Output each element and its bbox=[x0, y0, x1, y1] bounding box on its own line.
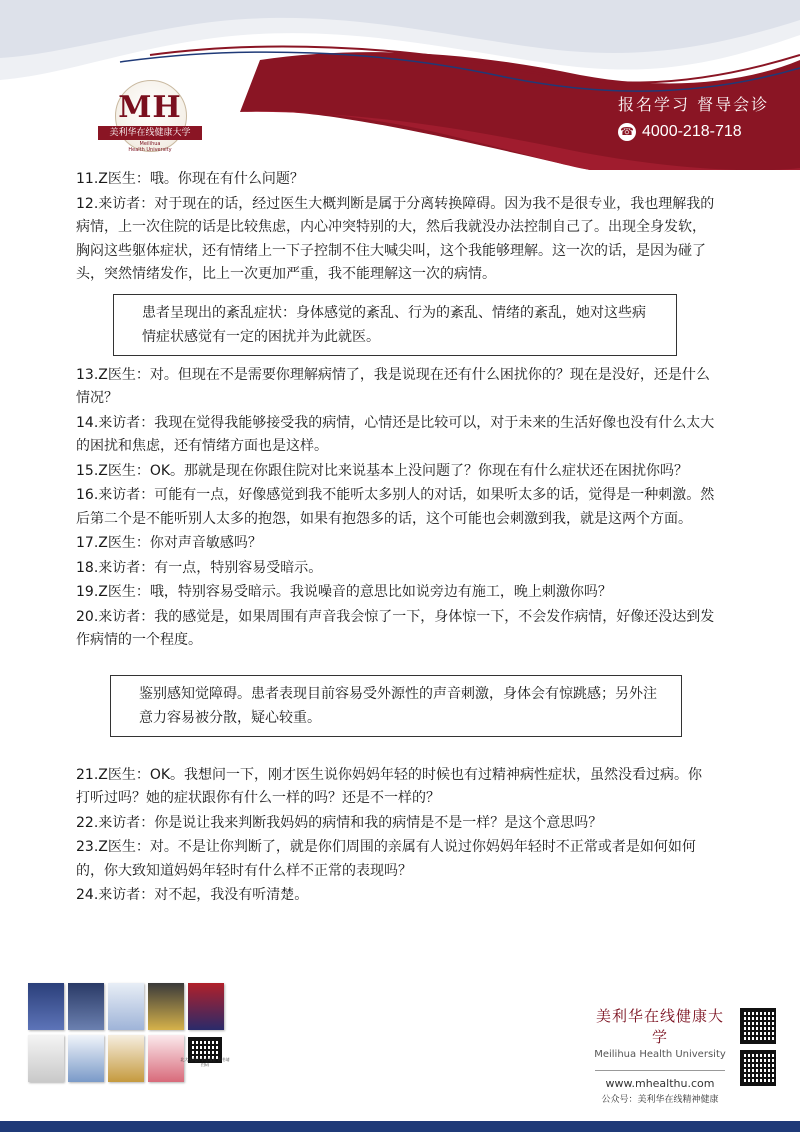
qr-code-icon bbox=[740, 1008, 776, 1044]
book-cover-image bbox=[108, 983, 144, 1030]
transcript-line: 17.Z医生：你对声音敏感吗？ bbox=[76, 535, 262, 551]
transcript-line: 24.来访者：对不起，我没有听清楚。 bbox=[76, 887, 309, 903]
book-cover-image bbox=[188, 983, 224, 1030]
transcript-line: 19.Z医生：哦，特别容易受暗示。我说噪音的意思比如说旁边有施工，晚上刺激你吗？ bbox=[76, 584, 612, 600]
logo-name-ribbon: 美利华在线健康大学 bbox=[98, 126, 202, 140]
university-logo bbox=[98, 80, 202, 158]
logo-english-name bbox=[98, 141, 202, 153]
footer-website: www.mhealthu.com bbox=[605, 1077, 715, 1090]
logo-en-line-2: Health University bbox=[128, 147, 172, 153]
book-cover-image bbox=[28, 1035, 64, 1082]
transcript-line: 13.Z医生：对。但现在不是需要你理解病情了，我是说现在还有什么困扰你的？现在是没好，还是什么情况？ bbox=[76, 366, 710, 406]
transcript-line: 22.来访者：你是说让我来判断我妈妈的病情和我的病情是不是一样？是这个意思吗？ bbox=[76, 814, 603, 831]
transcript-line: 15.Z医生：OK。那就是现在你跟住院对比来说基本上没问题了？你现在有什么症状还在困扰你吗？ bbox=[76, 462, 689, 479]
footer-bar bbox=[0, 1121, 800, 1132]
transcript-line: 14.来访者：我现在觉得我能够接受我的病情，心情还是比较可以，对于未来的生活好像也没有什么太大的困扰和焦虑，还有情绪方面也是这样。 bbox=[76, 414, 715, 454]
book-cover-image bbox=[148, 1035, 184, 1082]
phone-row bbox=[618, 123, 788, 141]
page-header bbox=[0, 0, 800, 170]
logo-en-line-1: Meilihua bbox=[139, 141, 161, 147]
header-slogan: 报名学习 督导会诊 bbox=[618, 95, 770, 114]
footer-branding bbox=[590, 1005, 730, 1105]
footer-divider bbox=[595, 1070, 725, 1071]
transcript-line: 18.来访者：有一点，特别容易受暗示。 bbox=[76, 559, 323, 576]
book-cover-image bbox=[68, 983, 104, 1030]
footer-wechat: 公众号：美利华在线精神健康 bbox=[601, 1095, 719, 1105]
footer-university-name: 美利华在线健康大学 bbox=[595, 1007, 724, 1046]
transcript-line: 23.Z医生：对。不是让你判断了，就是你们周围的亲属有人说过你妈妈年轻时不正常或者是如何如何的，你大致知道妈妈年轻时有什么样不正常的表现吗？ bbox=[76, 839, 696, 879]
book-cover-image bbox=[148, 983, 184, 1030]
header-contact bbox=[618, 92, 788, 141]
document-body bbox=[76, 168, 716, 909]
logo-mark: MH bbox=[118, 90, 182, 125]
annotation-box: 患者呈现出的紊乱症状：身体感觉的紊乱、行为的紊乱、情绪的紊乱，她对这些病情症状感觉有一定的困扰并为此就医。 bbox=[113, 294, 677, 356]
transcript-line: 11.Z医生：哦。你现在有什么问题？ bbox=[76, 171, 304, 187]
book-cover-image bbox=[108, 1035, 144, 1082]
book-gallery bbox=[28, 983, 228, 1083]
book-cover-image bbox=[28, 983, 64, 1030]
transcript-line: 12.来访者：对于现在的话，经过医生大概判断是属于分离转换障碍。因为我不是很专业，我也理解我的病情，上一次住院的话是比较焦虑，内心冲突特别的大，然后我就没办法控制自己了。出现全身发软，胸闷这些躯体症状，还有情绪上一下子控制不住大喊尖叫，这个我能够理解。这一次的话，是因为碰了头，突然情绪发作，比上一次更加严重，我不能理解这一次的病情。 bbox=[76, 195, 715, 282]
qr-code-icon bbox=[740, 1050, 776, 1086]
annotation-box: 鉴别感知觉障碍。患者表现目前容易受外源性的声音刺激，身体会有惊跳感；另外注意力容易被分散，疑心较重。 bbox=[110, 675, 682, 737]
transcript-line: 21.Z医生：OK。我想问一下，刚才医生说你妈妈年轻的时候也有过精神病性症状，虽然没看过病。你打听过吗？她的症状跟你有什么一样的吗？还是不一样的？ bbox=[76, 766, 703, 806]
footer-university-english: Meilihua Health University bbox=[594, 1049, 726, 1060]
books-caption: 北大医院医学出版社 购书请扫码 bbox=[180, 1057, 230, 1067]
book-cover-image bbox=[68, 1035, 104, 1082]
transcript-line: 16.来访者：可能有一点，好像感觉到我不能听太多别人的对话，如果听太多的话，觉得是一种刺激。然后第二个是不能听别人太多的抱怨，如果有抱怨多的话，这个可能也会刺激到我，就是这两个方面。 bbox=[76, 487, 715, 527]
phone-number: 4000-218-718 bbox=[642, 123, 742, 140]
phone-icon: ☎ bbox=[618, 123, 636, 141]
transcript-line: 20.来访者：我的感觉是，如果周围有声音我会惊了一下，身体惊一下，不会发作病情，好像还没达到发作病情的一个程度。 bbox=[76, 608, 715, 648]
